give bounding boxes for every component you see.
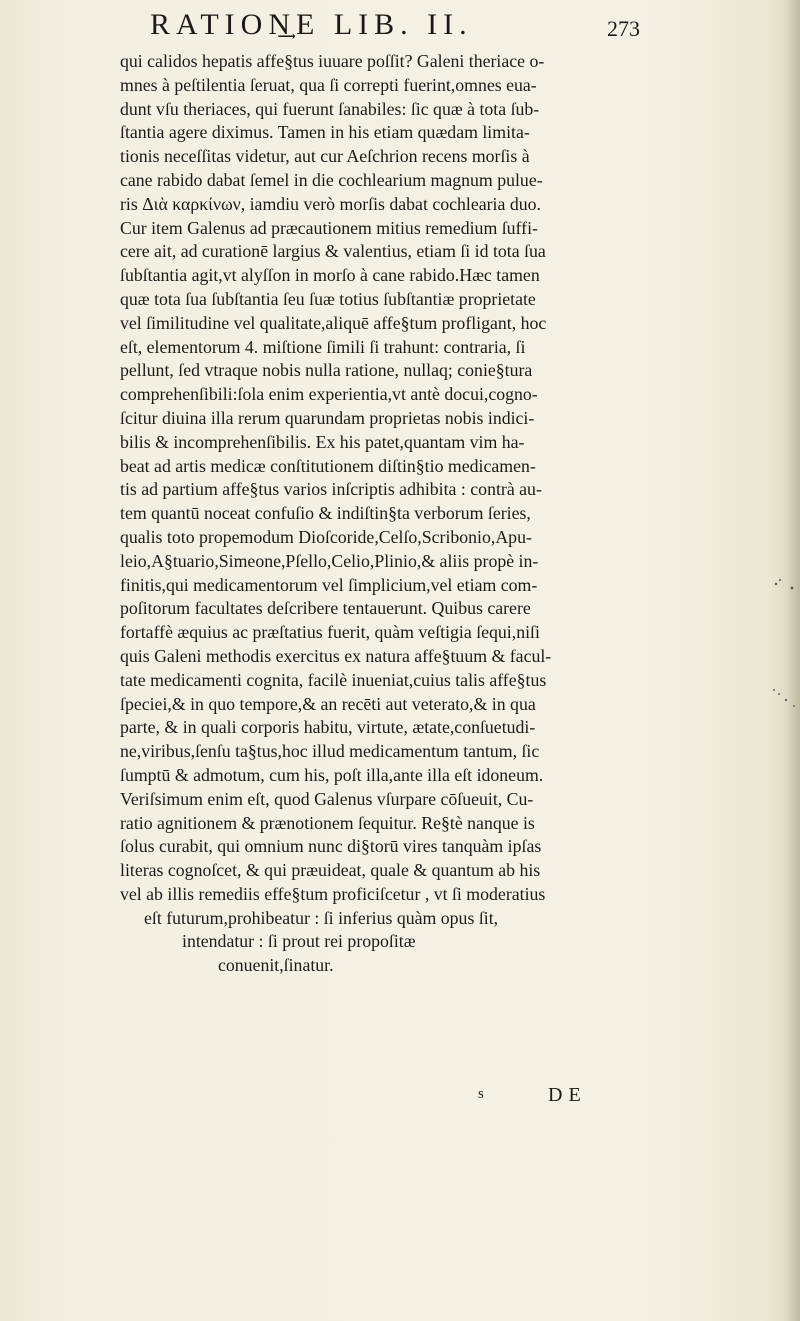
text-line: finitis,qui medicamentorum vel ſimplicium,vel etiam com- [120, 574, 538, 595]
text-line: eſt, elementorum 4. miſtione ſimili ſi trahunt: contraria, ſi [120, 336, 526, 357]
text-line: vel ab illis remediis effe§tum proficiſcetur , vt ſi moderatius [120, 883, 546, 904]
text-line: cane rabido dabat ſemel in die cochlearium magnum pulue- [120, 169, 543, 190]
text-line: fortaffè æquius ac præſtatius fuerit, quàm veſtigia ſequi,niſi [120, 622, 540, 643]
margin-specks [770, 570, 800, 730]
text-line: pellunt, ſed vtraque nobis nulla ratione, nullaq; conie§tura [120, 360, 533, 381]
text-line: tionis neceſſitas videtur, aut cur Aeſchrion recens morſis à [120, 146, 530, 167]
page-footer [478, 1084, 638, 1110]
text-line: tis ad partium affe§tus varios inſcriptis adhibita : contrà au- [120, 479, 542, 500]
text-line: cere ait, ad curationē largius & valentius, etiam ſi id tota ſua [120, 241, 546, 262]
text-line: leio,A§tuario,Simeone,Pſello,Celio,Plinio,& aliis propè in- [120, 550, 539, 571]
speck [791, 587, 794, 590]
text-line: conuenit,ſinatur. [218, 955, 334, 976]
text-line: ſcitur diuina illa rerum quarundam proprietas nobis indici- [120, 407, 535, 428]
text-line: qui calidos hepatis affe§tus iuuare poſſit? Galeni theriace o- [120, 51, 545, 71]
text-line: bilis & incomprehenſibilis. Ex his patet,quantam vim ha- [120, 431, 525, 452]
text-line: vel ſimilitudine vel qualitate,aliquē affe§tum profligant, hoc [120, 312, 547, 333]
text-line: ſpeciei,& in quo tempore,& an recēti aut veterato,& in qua [120, 693, 536, 714]
text-line: ratio agnitionem & prænotionem ſequitur. Re§tè nanque is [120, 812, 535, 833]
text-line: tate medicamenti cognita, facilè inueniat,cuius talis affe§tus [120, 669, 547, 690]
text-line: ſumptū & admotum, cum his, poſt illa,ante illa eſt idoneum. [120, 764, 544, 785]
text-line: quæ tota ſua ſubſtantia ſeu ſuæ totius ſubſtantiæ proprietate [120, 288, 536, 309]
text-line: tem quantū noceat confuſio & indiſtin§ta verborum ſeries, [120, 503, 531, 524]
body-text [120, 50, 620, 978]
page-header [150, 8, 790, 48]
text-line: eſt futurum,prohibeatur : ſi inferius quàm opus ſit, [144, 907, 499, 928]
text-line: poſitorum facultates deſcribere tentauerunt. Quibus carere [120, 598, 531, 619]
speck [779, 579, 781, 581]
speck [785, 699, 787, 701]
text-line: literas cognoſcet, & qui præuideat, quale & quantum ab his [120, 860, 541, 881]
speck [773, 689, 775, 691]
speck [778, 693, 780, 695]
running-head: RATION͢E LIB. II. [150, 8, 473, 41]
signature-mark: s [478, 1086, 484, 1102]
text-line: mnes à peſtilentia ſeruat, qua ſi correpti fuerint,omnes eua- [120, 74, 537, 95]
catchword: DE [548, 1084, 587, 1106]
text-line: ſtantia agere diximus. Tamen in his etiam quædam limita- [120, 122, 530, 143]
text-line: ne,viribus,ſenſu ta§tus,hoc illud medicamentum tantum, ſic [120, 741, 540, 762]
text-line: Cur item Galenus ad præcautionem mitius remedium ſuffi- [120, 217, 538, 238]
text-line: qualis toto propemodum Dioſcoride,Celſo,Scribonio,Apu- [120, 526, 532, 547]
speck [775, 583, 777, 585]
page-number: 273 [607, 16, 640, 41]
speck [793, 705, 795, 707]
text-line: ris Διὰ καρκίνων, iamdiu verò morſis dabat cochlearia duo. [120, 193, 541, 214]
text-line: ſolus curabit, qui omnium nunc di§torū vires tanquàm ipſas [120, 836, 542, 857]
text-line: quis Galeni methodis exercitus ex natura affe§tuum & facul- [120, 645, 552, 666]
text-line: ſubſtantia agit,vt alyſſon in morſo à cane rabido.Hæc tamen [120, 265, 540, 286]
text-line: intendatur : ſi prout rei propoſitæ [182, 931, 416, 952]
text-line: Veriſsimum enim eſt, quod Galenus vſurpare cōſueuit, Cu- [120, 788, 534, 809]
text-line: parte, & in quali corporis habitu, virtute, ætate,conſuetudi- [120, 717, 536, 738]
text-line: beat ad artis medicæ conſtitutionem diſtin§tio medicamen- [120, 455, 536, 476]
text-line: comprehenſibili:ſola enim experientia,vt antè docui,cogno- [120, 384, 538, 405]
text-line: dunt vſu theriaces, qui fuerunt ſanabiles: ſic quæ à tota ſub- [120, 98, 540, 119]
